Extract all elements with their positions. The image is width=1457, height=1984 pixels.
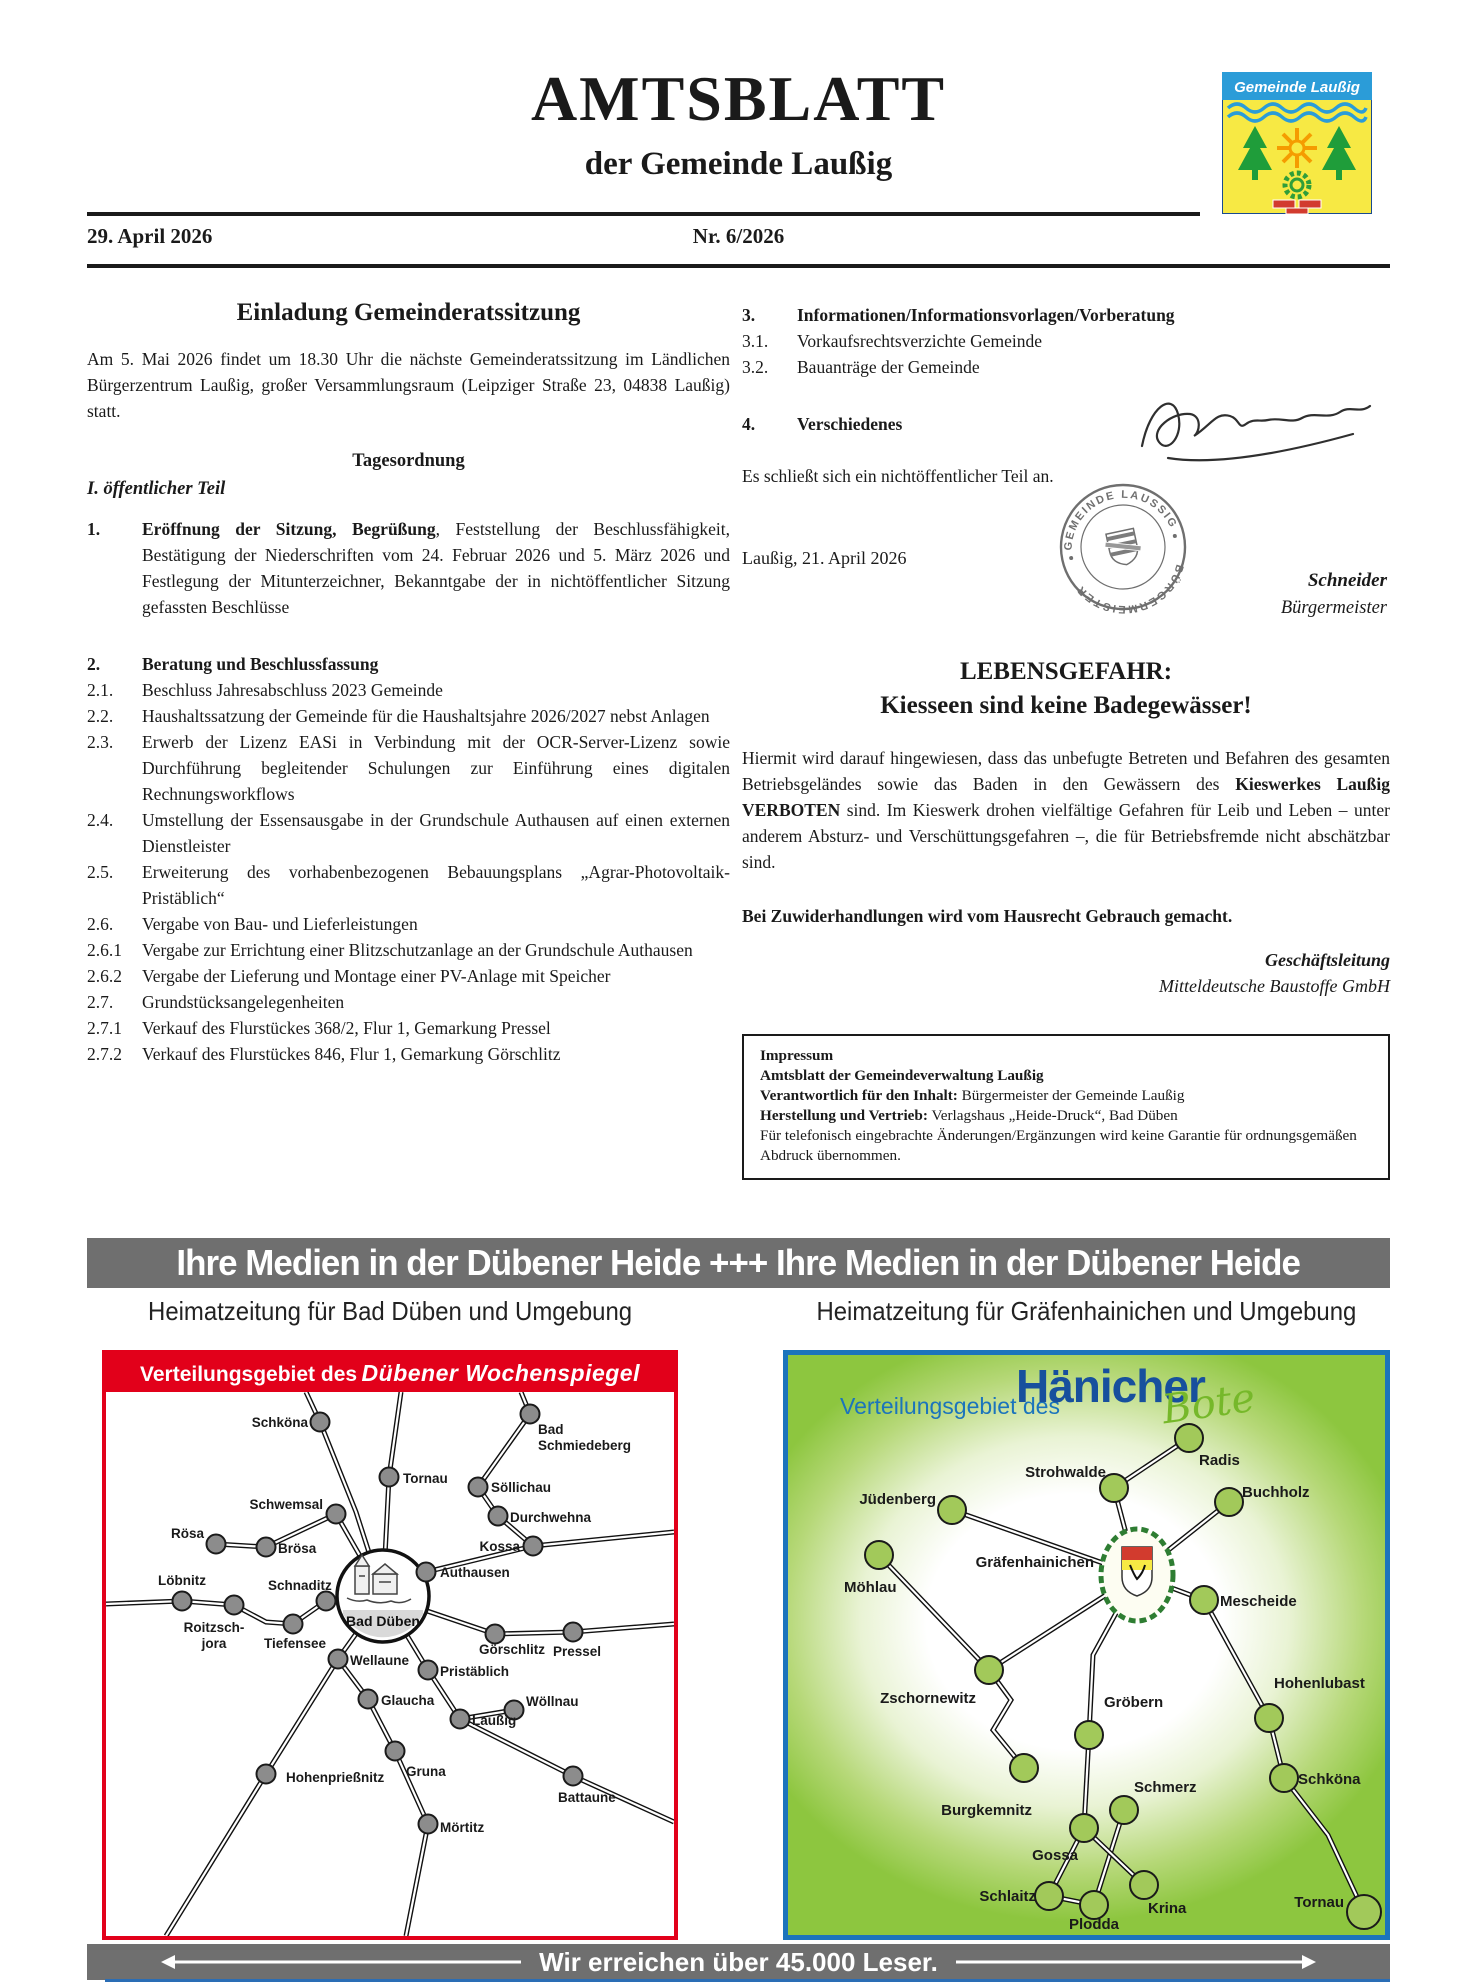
map-town-label: Zschornewitz	[880, 1690, 976, 1707]
map-town-label: Durchwehna	[510, 1510, 592, 1525]
invitation-intro: Am 5. Mai 2026 findet um 18.30 Uhr die nächste Gemeinderatssitzung im Ländlichen Bürgerzentrum Laußig, großer Versammlungsraum (Leipziger Straße 23, 04838 Laußig) statt.	[87, 349, 730, 421]
map-town-node	[386, 1742, 405, 1761]
footer-bar	[87, 1944, 1390, 1980]
map-town-node	[1190, 1586, 1218, 1614]
map-town-label: Wellaune	[350, 1653, 410, 1668]
page-title: AMTSBLATT	[530, 63, 947, 134]
map-town-node	[1070, 1814, 1098, 1842]
map-wochenspiegel	[102, 1350, 678, 1940]
map-town-node	[1080, 1891, 1108, 1919]
place-date: Laußig, 21. April 2026	[742, 548, 907, 568]
agenda-item: 2.7.1 Verkauf des Flurstückes 368/2, Flur 1, Gemarkung Pressel	[87, 1018, 551, 1038]
danger-body: Hiermit wird darauf hingewiesen, dass das unbefugte Betreten und Befahren des gesamten Betriebsgeländes sowie das Baden in den Gewässern des Kieswerkes Laußig VERBOTEN sind. Im Kieswerk drohen vielfältige Gefahren für Leib und Leben – unter anderem Absturz- und Verschüttungsgefahren –, die für Betriebsfremde nicht abschätzbar sind.	[742, 748, 1390, 872]
map-road	[478, 1392, 530, 1487]
map-town-label: Schköna	[251, 1415, 308, 1430]
map-town-label: Battaune	[558, 1790, 616, 1805]
agenda-item: 2.7. Grundstücksangelegenheiten	[87, 992, 345, 1012]
map-haenicher-title-prefix: Verteilungsgebiet des	[840, 1393, 1060, 1419]
invitation-heading: Einladung Gemeinderatssitzung	[236, 299, 581, 326]
map-town-node	[469, 1478, 488, 1497]
agenda-item: 2. Beratung und Beschlussfassung	[87, 654, 379, 674]
map-town-node	[564, 1767, 583, 1786]
agenda-item: 3.2. Bauanträge der Gemeinde	[742, 357, 980, 377]
map-town-label: Schmerz	[1134, 1779, 1197, 1796]
agenda-item: 2.6. Vergabe von Bau- und Lieferleistungen	[87, 914, 418, 934]
agenda-item: 2.3. Erwerb der Lizenz EASi in Verbindung mit der OCR-Server-Lizenz sowie Durchführung begleitender Schulungen zur Einführung eines digitalen Rechnungsworkflows	[87, 732, 730, 804]
map-town-label: Strohwalde	[1025, 1464, 1106, 1481]
agenda-item: 2.4. Umstellung der Essensausgabe in der Grundschule Authausen auf einen externen Dienstleister	[87, 810, 730, 856]
map-town-label: Schköna	[1298, 1771, 1361, 1788]
agenda-title: Tagesordnung	[352, 451, 465, 471]
map-town-node	[284, 1615, 303, 1634]
map-town-node	[317, 1592, 336, 1611]
agenda-part1: I. öffentlicher Teil	[87, 479, 226, 499]
map-town-label: Burgkemnitz	[941, 1802, 1032, 1819]
map-town-node	[1255, 1704, 1283, 1732]
map-town-label: Söllichau	[491, 1480, 552, 1495]
map-town-node	[417, 1563, 436, 1582]
map-road	[166, 1659, 338, 1936]
map-town-label: Krina	[1148, 1900, 1187, 1917]
map-town-node	[1010, 1754, 1038, 1782]
map-town-node	[1075, 1721, 1103, 1749]
map-wochenspiegel-title: Verteilungsgebiet des Dübener Wochenspiegel	[106, 1354, 674, 1392]
map-town-label: Gröbern	[1104, 1694, 1164, 1711]
page-subtitle: der Gemeinde Laußig	[584, 146, 893, 182]
column-left	[87, 300, 730, 1067]
stamp-text-top: GEMEINDE LAUSSIG	[1062, 488, 1180, 551]
bad-dueben-hub	[337, 1550, 429, 1642]
signer-role: Bürgermeister	[1280, 598, 1387, 618]
map-town-label: Tornau	[403, 1471, 448, 1486]
map-town-node	[938, 1496, 966, 1524]
map-haenicher-bote	[783, 1350, 1390, 1940]
map-road	[879, 1555, 989, 1670]
map-road	[989, 1670, 1024, 1768]
map-town-label: Rösa	[170, 1526, 204, 1541]
agenda-item: 2.2. Haushaltssatzung der Gemeinde für die Haushaltsjahre 2026/2027 nebst Anlagen	[87, 706, 710, 726]
map-town-label: Authausen	[440, 1565, 510, 1580]
map-road	[533, 1532, 674, 1546]
map-town-node	[1270, 1764, 1298, 1792]
map-town-label: Hohenprießnitz	[286, 1770, 385, 1785]
heimatzeitung-left: Heimatzeitung für Bad Düben und Umgebung	[147, 1296, 633, 1326]
impressum-disclaimer: Für telefonisch eingebrachte Änderungen/Ergänzungen wird keine Garantie für ordnungsgemäßen Abdruck übernommen.	[760, 1127, 1357, 1164]
map-town-node	[173, 1592, 192, 1611]
agenda-item: 2.5. Erweiterung des vorhabenbezogenen Bebauungsplans „Agrar-Photovoltaik-Pristäblich“	[87, 862, 730, 908]
map-town-node	[327, 1505, 346, 1524]
map-town-label: jora	[201, 1636, 227, 1651]
map-wochenspiegel-canvas	[106, 1392, 674, 1936]
map-town-node	[257, 1765, 276, 1784]
center-label: Gräfenhainichen	[975, 1554, 1094, 1571]
map-town-node	[1215, 1488, 1243, 1516]
agenda-item: 4. Verschiedenes	[742, 414, 903, 434]
map-town-label: Brösa	[278, 1541, 317, 1556]
map-town-label: Görschlitz	[479, 1642, 546, 1657]
map-town-label: Jüdenberg	[859, 1491, 936, 1508]
map-town-node	[225, 1596, 244, 1615]
header-rule-bottom	[87, 264, 1390, 268]
map-town-node	[975, 1656, 1003, 1684]
map-town-label: Kossa	[479, 1539, 520, 1554]
map-town-node	[1347, 1895, 1381, 1929]
danger-heading: LEBENSGEFAHR: Kiesseen sind keine Badegewässer!	[880, 658, 1252, 719]
map-town-node	[329, 1650, 348, 1669]
map-town-label: Gossa	[1032, 1847, 1078, 1864]
mayor-signature	[1128, 378, 1388, 488]
map-town-node	[257, 1538, 276, 1557]
arrow-left-icon	[161, 1955, 521, 1969]
impressum-production: Herstellung und Vertrieb: Verlagshaus „Heide-Druck“, Bad Düben	[760, 1107, 1178, 1124]
map-town-label: Tiefensee	[264, 1636, 327, 1651]
heimatzeitung-right: Heimatzeitung für Gräfenhainichen und Umgebung	[816, 1296, 1357, 1326]
bote-logo: Bote	[1159, 1374, 1258, 1434]
map-town-node	[311, 1413, 330, 1432]
haenicher-logo: Hänicher	[1016, 1360, 1205, 1412]
map-town-label: Pressel	[553, 1644, 602, 1659]
logo-text: Gemeinde Laußig	[1234, 79, 1360, 96]
hub-label: Bad Düben	[346, 1613, 420, 1629]
map-town-node	[1130, 1871, 1158, 1899]
map-town-label: Schnaditz	[268, 1578, 332, 1593]
map-town-node	[207, 1535, 226, 1554]
gemeinde-laussig-logo	[1222, 72, 1372, 214]
map-haenicher-canvas	[788, 1355, 1385, 1935]
map-town-label: Schwemsal	[249, 1497, 323, 1512]
map-town-node	[1110, 1796, 1138, 1824]
footer-text: Wir erreichen über 45.000 Leser.	[539, 1946, 938, 1977]
map-town-node	[419, 1815, 438, 1834]
impressum-responsible: Verantwortlich für den Inhalt: Bürgermeister der Gemeinde Laußig	[760, 1087, 1185, 1104]
map-town-label: Buchholz	[1242, 1484, 1310, 1501]
impressum-publisher: Amtsblatt der Gemeindeverwaltung Laußig	[760, 1067, 1044, 1084]
bottom-blue-rule	[105, 1979, 1390, 1982]
map-town-node	[865, 1541, 893, 1569]
map-town-label: Tornau	[1294, 1894, 1344, 1911]
map-town-node	[451, 1710, 470, 1729]
header-rule-top	[87, 212, 1200, 216]
map-town-node	[489, 1507, 508, 1526]
agenda-list-left	[87, 516, 730, 1067]
map-town-node	[1035, 1882, 1063, 1910]
issue-date: 29. April 2026	[87, 224, 213, 248]
agenda-item: 1. Eröffnung der Sitzung, Begrüßung, Feststellung der Beschlussfähigkeit, Bestätigung der Niederschriften vom 24. Februar 2026 und 5. März 2026 und Festlegung der Mitunterzeichner, Bekanntgabe der in nichtöffentlicher Sitzung gefassten Beschlüsse	[87, 519, 730, 617]
media-banner: Ihre Medien in der Dübener Heide +++ Ihre Medien in der Dübener Heide	[87, 1238, 1390, 1288]
agenda-item: 3. Informationen/Informationsvorlagen/Vorberatung	[742, 305, 1175, 325]
arrow-right-icon	[956, 1955, 1316, 1969]
map-road	[1137, 1575, 1364, 1912]
map-town-label: Plodda	[1068, 1916, 1120, 1933]
map-town-label: Laußig	[472, 1713, 517, 1728]
closing-note: Es schließt sich ein nichtöffentlicher Teil an.	[742, 466, 1054, 486]
map-town-label: Wöllnau	[526, 1694, 579, 1709]
graefenhainichen-arms	[976, 1529, 1173, 1621]
map-town-node	[521, 1405, 540, 1424]
map-town-label: Glaucha	[381, 1693, 435, 1708]
agenda-item: 2.1. Beschluss Jahresabschluss 2023 Gemeinde	[87, 680, 443, 700]
map-town-label: Roitzsch-	[183, 1620, 245, 1635]
map-town-node	[564, 1623, 583, 1642]
map-town-label: Bad	[538, 1422, 564, 1437]
danger-signer: Geschäftsleitung	[1264, 949, 1390, 970]
map-town-node	[419, 1661, 438, 1680]
impressum-box	[742, 1034, 1390, 1180]
map-town-label: Schlaitz	[979, 1888, 1036, 1905]
map-town-label: Möhlau	[844, 1579, 897, 1596]
danger-warning: Bei Zuwiderhandlungen wird vom Hausrecht Gebrauch gemacht.	[742, 906, 1233, 926]
map-road	[1137, 1575, 1364, 1912]
map-town-node	[380, 1468, 399, 1487]
map-town-node	[524, 1537, 543, 1556]
map-town-label: Mörtitz	[440, 1820, 485, 1835]
impressum-title: Impressum	[760, 1047, 834, 1064]
map-town-label: Pristäblich	[440, 1664, 510, 1679]
danger-signer-company: Mitteldeutsche Baustoffe GmbH	[1159, 975, 1390, 996]
issue-number: Nr. 6/2026	[692, 224, 785, 248]
agenda-item: 2.6.2 Vergabe der Lieferung und Montage einer PV-Anlage mit Speicher	[87, 966, 611, 986]
map-road	[989, 1670, 1024, 1768]
map-town-label: Löbnitz	[158, 1573, 206, 1588]
map-town-label: Schmiedeberg	[538, 1438, 632, 1453]
agenda-item: 3.1. Vorkaufsrechtsverzichte Gemeinde	[742, 331, 1043, 351]
map-town-node	[486, 1625, 505, 1644]
map-town-label: Radis	[1199, 1452, 1240, 1469]
map-town-label: Gruna	[406, 1764, 446, 1779]
map-town-label: Mescheide	[1220, 1593, 1297, 1610]
stamp-text-bottom: BÜRGERMEISTER	[1073, 562, 1186, 616]
agenda-item: 2.6.1 Vergabe zur Errichtung einer Blitzschutzanlage an der Grundschule Authausen	[87, 940, 693, 960]
map-road	[216, 1514, 336, 1547]
map-town-label: Hohenlubast	[1274, 1675, 1365, 1692]
saxony-arms-icon	[1102, 528, 1144, 569]
agenda-item: 2.7.2 Verkauf des Flurstückes 846, Flur 1, Gemarkung Görschlitz	[87, 1044, 561, 1064]
map-town-node	[359, 1690, 378, 1709]
signer-name: Schneider	[1307, 570, 1387, 591]
